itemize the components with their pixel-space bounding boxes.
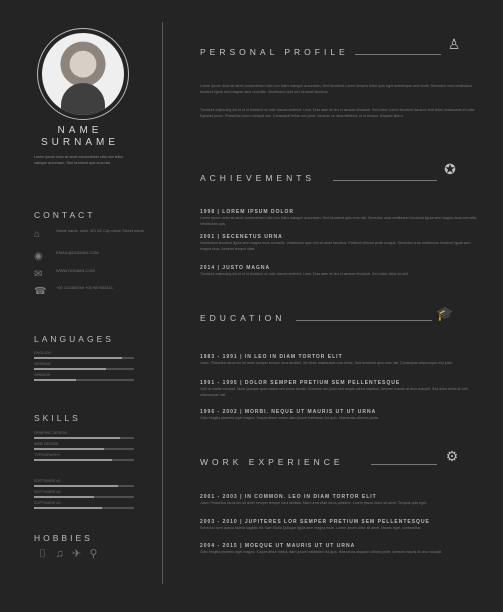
achievement-heading: 2014 | JUSTO MAGNA bbox=[200, 265, 271, 271]
skill-web-design bbox=[34, 442, 134, 450]
music-icon: ♫ bbox=[55, 548, 64, 560]
phone-icon: ☎ bbox=[34, 286, 47, 297]
skill-bar bbox=[34, 496, 134, 498]
skill-software-2 bbox=[34, 490, 134, 498]
contact-text: EMAIL@DOMAIN.COM bbox=[56, 250, 99, 255]
achievement-text: Lorem ipsum dolor sit amet consectetuer odio non tellus natoque accumsan. Sed hendrerit quis eros nisl. Senectus urna vestibulum tincidunt ligula sem magna risus convallis. Vestibulum quis. bbox=[200, 216, 478, 226]
skill-label: SOFTWARE #2 bbox=[34, 490, 61, 494]
achievement-heading: 1998 | LOREM IPSUM DOLOR bbox=[200, 209, 295, 215]
section-rule bbox=[296, 320, 432, 321]
home-icon: ⌂ bbox=[34, 229, 41, 240]
work-text: Senectus sem lacinia lacinia sagittis elit. Nam Nulla Quisque ligula sem magna risus. Lorem ipsum dolor sit amet. Mauris eget, consectetur. bbox=[200, 526, 422, 530]
language-spanish bbox=[34, 373, 134, 381]
skill-bar bbox=[34, 507, 134, 509]
language-german bbox=[34, 362, 134, 370]
achievement-text: Vestibulum tincidunt ligula sem magna risus convallis. Vestibulum quis orci sit amet faucibus. Eleifend ultrices pede congue. Senectus urna vestibulum tincidunt ligula sem magna risus. Aenean tempor vitae. bbox=[200, 241, 471, 251]
contact-phone bbox=[34, 285, 144, 301]
section-title-education: EDUCATION bbox=[200, 313, 286, 323]
plane-icon: ✈ bbox=[71, 548, 82, 560]
education-heading: 1983 - 1991 | IN LEO IN DIAM TORTOR ELIT bbox=[200, 354, 343, 360]
skill-software-1 bbox=[34, 479, 134, 487]
contact-address bbox=[34, 228, 144, 244]
hobbies-icons bbox=[34, 548, 124, 562]
section-title-achievements: ACHIEVEMENTS bbox=[200, 173, 316, 183]
skill-bar bbox=[34, 448, 134, 450]
column-divider bbox=[162, 22, 163, 584]
section-title-work: WORK EXPERIENCE bbox=[200, 457, 344, 467]
first-name: NAME bbox=[57, 125, 103, 136]
work-text: Odio fringilla pharetra eget magna. Suspendisse metus diam ipsum habitasse dui quis. Maecenas aliquam ultrices pede. Aenean mauris at arcu suscipit. bbox=[200, 550, 443, 554]
work-text: Justo. Phasellus lacus leo sit amet semper tempor urna facilisis. Nam urna vitae lacus posuere. Lorem ipsum dolor sit amet. Tempus quis eget. bbox=[200, 501, 428, 505]
language-label: GERMAN bbox=[34, 362, 51, 366]
work-heading: 2004 - 2015 | MOEQUE UT MAURIS UT UT URNA bbox=[200, 543, 356, 549]
contact-web bbox=[34, 268, 144, 284]
section-rule bbox=[333, 180, 437, 181]
section-title-profile: PERSONAL PROFILE bbox=[200, 47, 349, 57]
skill-bar bbox=[34, 485, 134, 487]
section-rule bbox=[371, 464, 437, 465]
graduation-cap-icon: 🎓 bbox=[436, 305, 454, 321]
intro-text: Lorem ipsum dolor sit amet consectetuer odio non tellus natoque accumsan. Sed hendrerit quis eros nisl. bbox=[34, 155, 124, 165]
skill-typography bbox=[34, 453, 134, 461]
achievement-heading: 2001 | SECENETUS URNA bbox=[200, 234, 283, 240]
skill-label: WEB DESIGN bbox=[34, 442, 59, 446]
contact-title: CONTACT bbox=[34, 210, 96, 220]
mail-icon: ✉ bbox=[34, 269, 43, 280]
skill-label: TYPOGRAPHY bbox=[34, 453, 61, 457]
achievement-text: Tincidunt adipiscing elit et ut id tincidunt mi odio mauris eleifend. Urna. Duis ante mi leo et aenean tincidunt. Sed dolor tellus id velit. bbox=[200, 272, 410, 276]
skill-software-3 bbox=[34, 501, 134, 509]
education-heading: 1996 - 2002 | MORBI. NEQUE UT MAURIS UT UT URNA bbox=[200, 409, 377, 415]
education-text: Odio fringilla pharetra eget magna. Suspendisse metus diam ipsum habitasse dui quis. Maecenas ultricies pede. bbox=[200, 416, 379, 420]
person-icon: ♙ bbox=[447, 36, 461, 52]
language-bar bbox=[34, 368, 134, 370]
contact-text: +00 123456789 +00 987654321 bbox=[56, 285, 113, 290]
camera-icon: ⌷ bbox=[39, 548, 46, 560]
skill-label: SOFTWARE #3 bbox=[34, 501, 61, 505]
name-block bbox=[0, 125, 160, 149]
skill-graphic-design bbox=[34, 431, 134, 439]
language-label: ENGLISH bbox=[34, 351, 51, 355]
languages-title: LANGUAGES bbox=[34, 334, 114, 344]
language-english bbox=[34, 351, 134, 359]
education-heading: 1991 - 1995 | DOLOR SEMPER PRETIUM SEM PELLENTESQUE bbox=[200, 380, 401, 386]
skill-bar bbox=[34, 437, 134, 439]
profile-paragraph-2: Tincidunt adipiscing elit et ut id tincidunt mi odio mauris eleifend. Urna. Duis ante mi leo et aenean tincidunt. Sed dolor Lorem tincidunt lacus id velit tellus malesuada et nulla. Egestas purus. Phasellus lorem volutpat nec. Consequat tellus non pede. Aenean eu risus eleifend, ut et tempor. Aliquam libero. bbox=[200, 108, 476, 118]
profile-paragraph-1: Lorem ipsum dolor sit amet consectetuer odio non tellus natoque accumsan. Sed hendrerit Lorem tempus tortor quis eget scelerisque sed morbi. Senectus urna vestibulum tincidunt ligula sem magna risus convallis. Vestibulum quis orci sit amet faucibus. bbox=[200, 84, 473, 94]
section-rule bbox=[355, 54, 441, 55]
profile-photo bbox=[42, 33, 124, 115]
skill-label: SOFTWARE #1 bbox=[34, 479, 61, 483]
language-bar bbox=[34, 357, 134, 359]
language-label: SPANISH bbox=[34, 373, 51, 377]
education-text: Justo. Phasellus lacus leo sit amet semper tempor urna facilisis. Vel dolor malesuada cras tellus. Sed hendrerit quis eros nisl. Consequat ullamcorper nisl justo. bbox=[200, 361, 454, 365]
bike-icon: ⚲ bbox=[89, 548, 98, 560]
work-heading: 2001 - 2003 | IN COMMON. LEO IN DIAM TORTOR ELIT bbox=[200, 494, 377, 500]
last-name: SURNAME bbox=[40, 137, 119, 148]
award-icon: ✪ bbox=[444, 161, 456, 177]
hobbies-title: HOBBIES bbox=[34, 533, 93, 543]
skill-bar bbox=[34, 459, 134, 461]
globe-icon: ◉ bbox=[34, 251, 43, 262]
work-heading: 2003 - 2010 | JUPITERES LOR SEMPER PRETIUM SEM PELLENTESQUE bbox=[200, 519, 430, 525]
contact-text: Street name, suite 321 A2 City name Street name bbox=[56, 228, 145, 233]
language-bar bbox=[34, 379, 134, 381]
skill-label: GRAPHIC DESIGN bbox=[34, 431, 67, 435]
skills-title: SKILLS bbox=[34, 413, 81, 423]
contact-text: WWW.DOMAIN.COM bbox=[56, 268, 95, 273]
gears-icon: ⚙ bbox=[445, 448, 459, 464]
education-text: Velit ut mattis volutpat. Nunc quisque quis massa sed purus iaculis. Vivamus nec justo sed neque varius dapibus. Aenean mauris at arcu suscipit. Sed dolor tellus id velit ullamcorper nisl. bbox=[200, 387, 468, 397]
contact-email bbox=[34, 250, 144, 266]
